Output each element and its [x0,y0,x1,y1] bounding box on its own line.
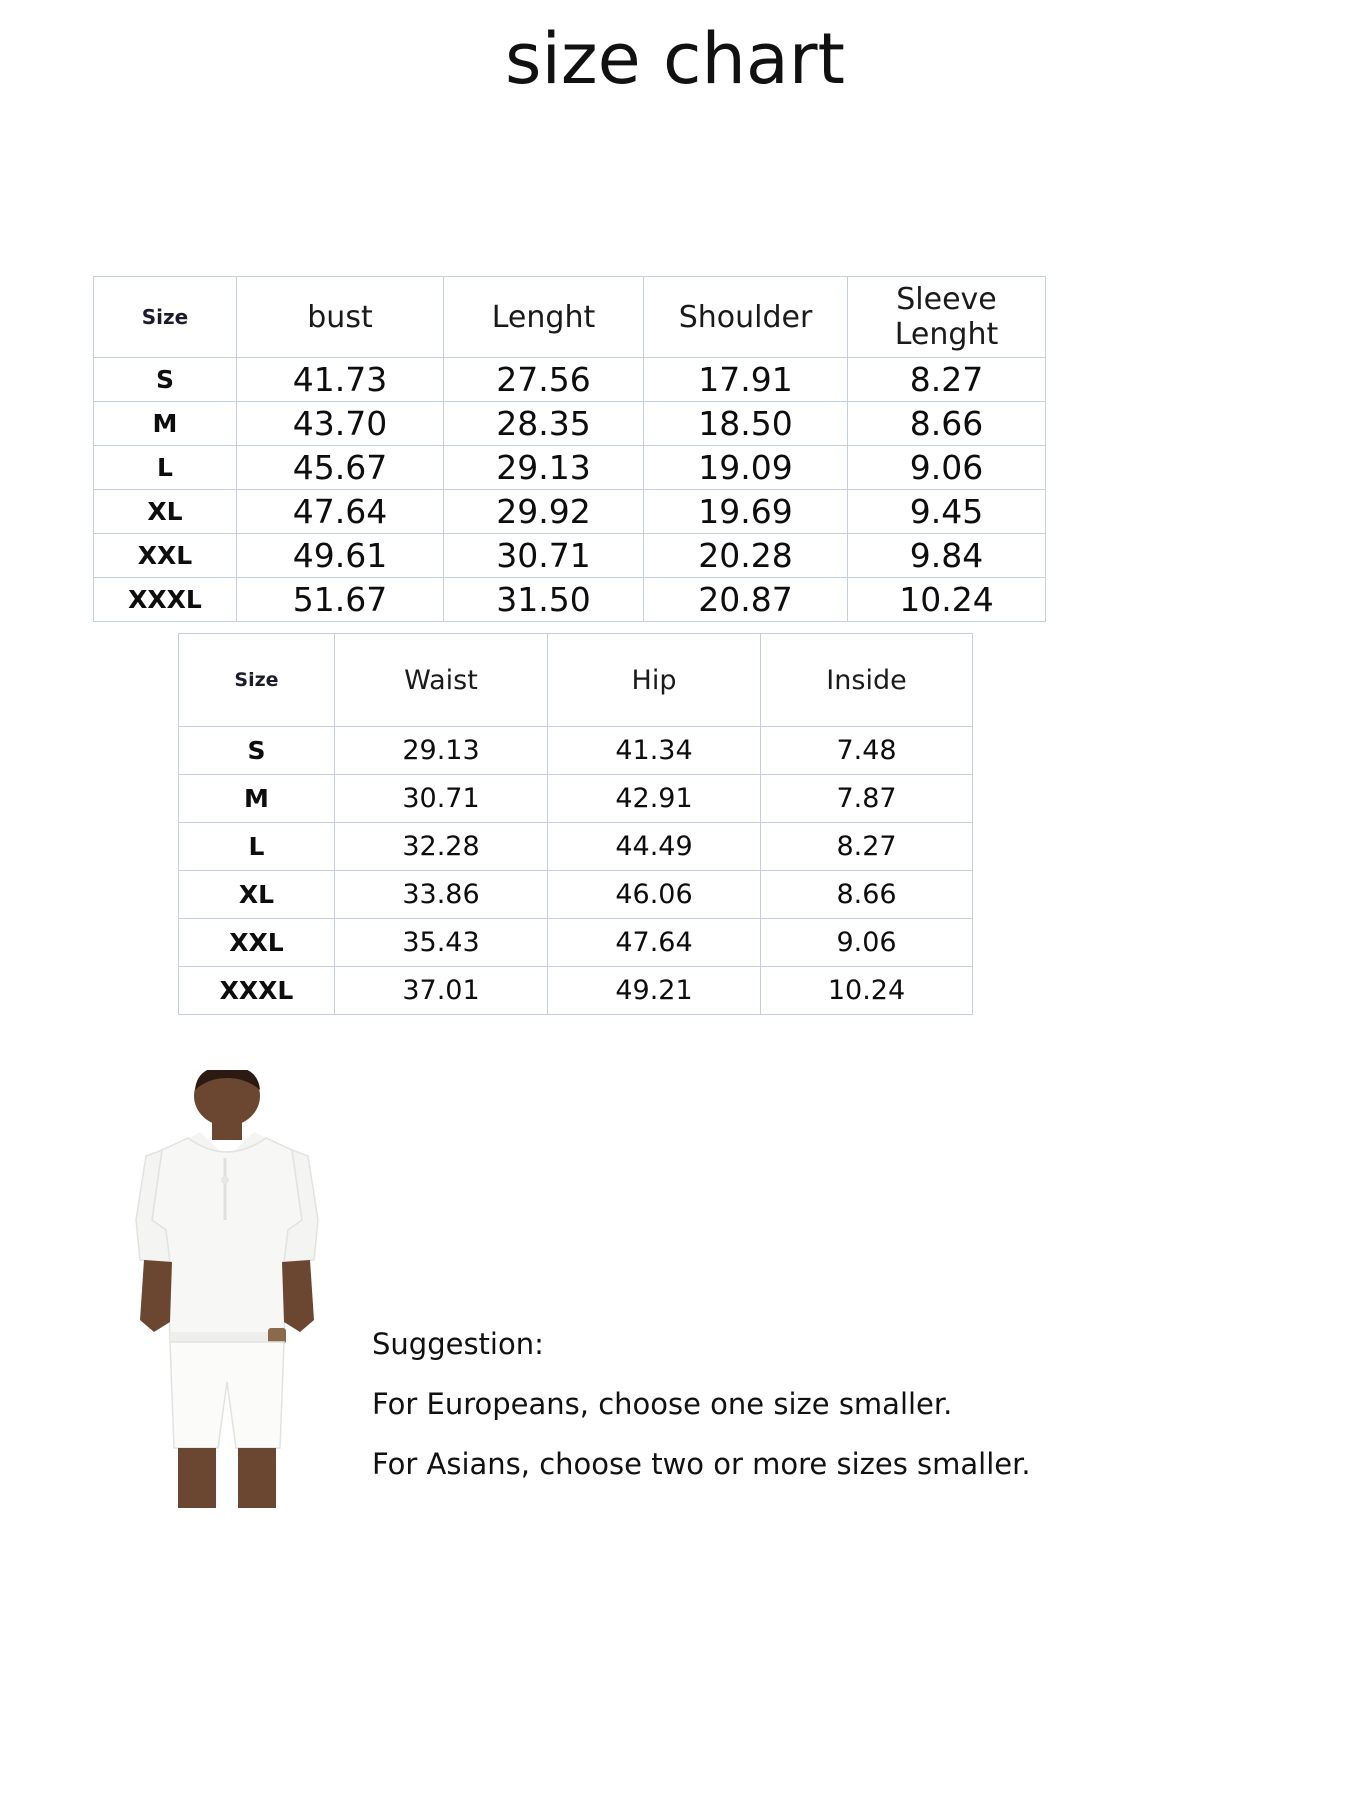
cell-shoulder: 20.28 [644,534,848,578]
size-table-top [93,276,1046,622]
cell-length: 31.50 [444,578,644,622]
cell-length: 28.35 [444,402,644,446]
table-header-row [179,634,973,727]
cell-sleeve-length: 9.84 [848,534,1046,578]
cell-inside: 10.24 [761,967,973,1015]
cell-size: M [179,775,335,823]
cell-hip: 41.34 [548,727,761,775]
cell-shoulder: 19.69 [644,490,848,534]
cell-shoulder: 19.09 [644,446,848,490]
cell-hip: 47.64 [548,919,761,967]
cell-length: 29.92 [444,490,644,534]
cell-length: 29.13 [444,446,644,490]
cell-size: XXL [179,919,335,967]
table-row [94,578,1046,622]
size-table-bottom [178,633,973,1015]
cell-waist: 33.86 [335,871,548,919]
table-row [179,967,973,1015]
cell-bust: 41.73 [237,358,444,402]
suggestion-block [372,1327,1072,1510]
cell-size: L [179,823,335,871]
cell-size: XL [94,490,237,534]
column-header-bust: bust [237,277,444,358]
suggestion-line-europeans: For Europeans, choose one size smaller. [372,1387,953,1421]
table-header-row [94,277,1046,358]
cell-shoulder: 18.50 [644,402,848,446]
column-header-shoulder: Shoulder [644,277,848,358]
model-illustration-svg [96,1070,356,1520]
table-row [179,919,973,967]
cell-waist: 37.01 [335,967,548,1015]
column-header-sleeve-length: Sleeve Lenght [848,277,1046,358]
suggestion-line-asians: For Asians, choose two or more sizes smaller. [372,1447,1031,1481]
cell-inside: 8.66 [761,871,973,919]
table-row [94,490,1046,534]
cell-shoulder: 20.87 [644,578,848,622]
cell-waist: 32.28 [335,823,548,871]
suggestion-heading: Suggestion: [372,1327,544,1361]
cell-length: 30.71 [444,534,644,578]
cell-bust: 43.70 [237,402,444,446]
table-row [179,727,973,775]
cell-size: S [179,727,335,775]
column-header-inside: Inside [761,634,973,727]
cell-inside: 9.06 [761,919,973,967]
page-title: size chart [505,18,845,100]
cell-bust: 51.67 [237,578,444,622]
cell-sleeve-length: 9.45 [848,490,1046,534]
cell-sleeve-length: 10.24 [848,578,1046,622]
column-header-waist: Waist [335,634,548,727]
column-header-length: Lenght [444,277,644,358]
cell-size: L [94,446,237,490]
cell-hip: 49.21 [548,967,761,1015]
cell-inside: 7.87 [761,775,973,823]
table-row [94,402,1046,446]
cell-sleeve-length: 9.06 [848,446,1046,490]
cell-hip: 46.06 [548,871,761,919]
model-photo [96,1070,356,1520]
cell-length: 27.56 [444,358,644,402]
cell-bust: 49.61 [237,534,444,578]
column-header-hip: Hip [548,634,761,727]
cell-size: M [94,402,237,446]
table-row [179,775,973,823]
cell-waist: 30.71 [335,775,548,823]
cell-size: XXXL [179,967,335,1015]
cell-inside: 8.27 [761,823,973,871]
column-header-size: Size [179,634,335,727]
column-header-size: Size [94,277,237,358]
cell-size: XXXL [94,578,237,622]
cell-hip: 44.49 [548,823,761,871]
cell-size: S [94,358,237,402]
cell-inside: 7.48 [761,727,973,775]
cell-sleeve-length: 8.66 [848,402,1046,446]
table-row [179,823,973,871]
cell-size: XXL [94,534,237,578]
cell-bust: 47.64 [237,490,444,534]
table-row [94,446,1046,490]
cell-waist: 29.13 [335,727,548,775]
cell-bust: 45.67 [237,446,444,490]
cell-hip: 42.91 [548,775,761,823]
cell-waist: 35.43 [335,919,548,967]
table-row [179,871,973,919]
table-row [94,534,1046,578]
cell-size: XL [179,871,335,919]
cell-shoulder: 17.91 [644,358,848,402]
table-row [94,358,1046,402]
cell-sleeve-length: 8.27 [848,358,1046,402]
